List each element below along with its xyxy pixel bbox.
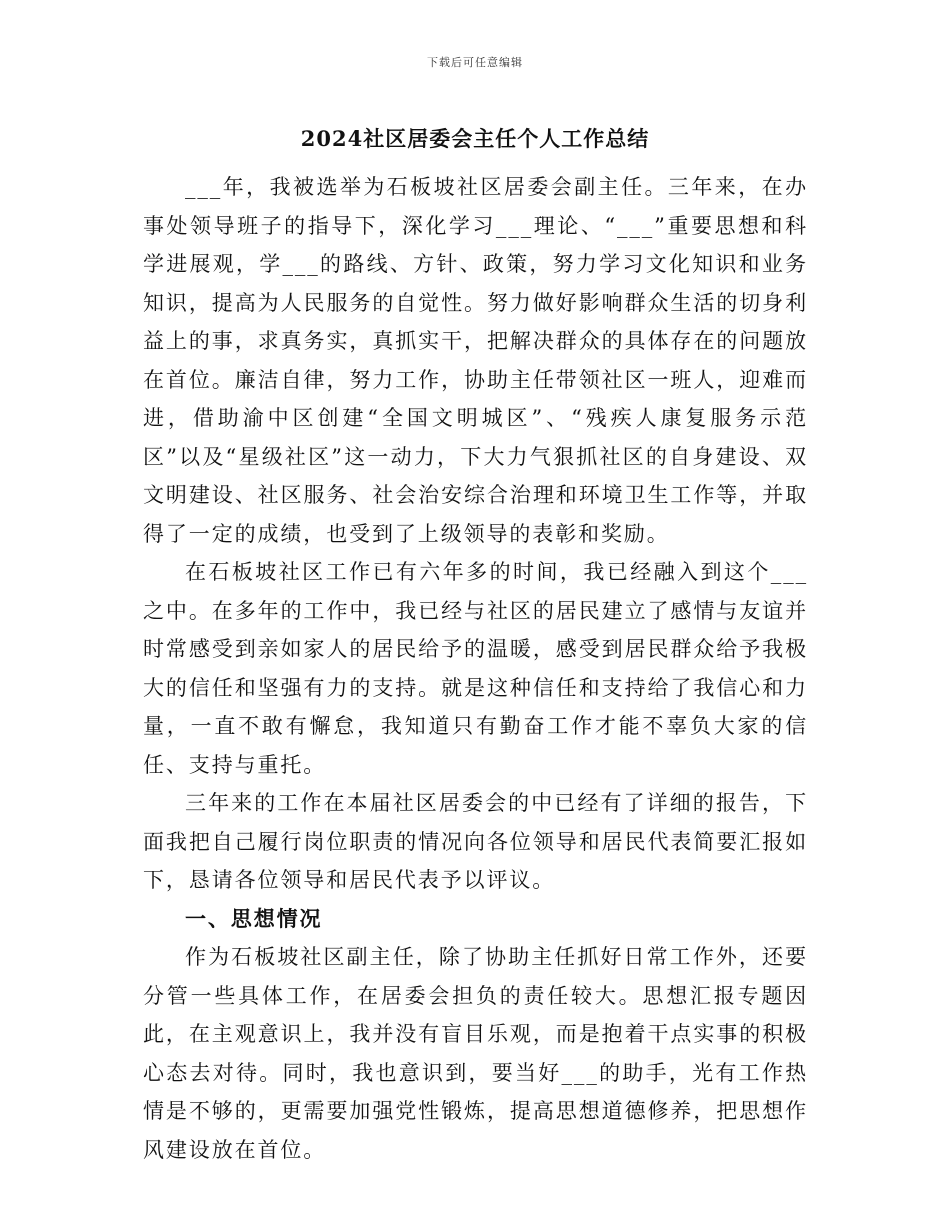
- section-heading-thought: 一、思想情况: [185, 905, 323, 931]
- document-title: 2024社区居委会主任个人工作总结: [300, 126, 650, 151]
- paragraph-intro: ___年，我被选举为石板坡社区居委会副主任。三年来，在办事处领导班子的指导下，深化学习___理论、“___”重要思想和科学进展观，学___的路线、方针、政策，努力学习文化知识和业务知识，提高为人民服务的自觉性。努力做好影响群众生活的切身利益上的事，求真务实，真抓实干，把解决群众的具体存在的问题放在首位。廉洁自律，努力工作，协助主任带领社区一班人，迎难而进，借助渝中区创建“全国文明城区”、“残疾人康复服务示范区”以及“星级社区”这一动力，下大力气狠抓社区的自身建设、双文明建设、社区服务、社会治安综合治理和环境卫生工作等，并取得了一定的成绩，也受到了上级领导的表彰和奖励。: [143, 175, 808, 546]
- paragraph-community-work: 在石板坡社区工作已有六年多的时间，我已经融入到这个___之中。在多年的工作中，我已经与社区的居民建立了感情与友谊并时常感受到亲如家人的居民给予的温暖，感受到居民群众给予我极大的信任和坚强有力的支持。就是这种信任和支持给了我信心和力量，一直不敢有懈怠，我知道只有勤奋工作才能不辜负大家的信任、支持与重托。: [143, 560, 808, 777]
- paragraph-thought: 作为石板坡社区副主任，除了协助主任抓好日常工作外，还要分管一些具体工作，在居委会担负的责任较大。思想汇报专题因此，在主观意识上，我并没有盲目乐观，而是抱着干点实事的积极心态去对待。同时，我也意识到，要当好___的助手，光有工作热情是不够的，更需要加强党性锻炼，提高思想道德修养，把思想作风建设放在首位。: [143, 945, 808, 1162]
- header-note: 下载后可任意编辑: [427, 56, 523, 69]
- document-body: [143, 168, 808, 1169]
- paragraph-report: 三年来的工作在本届社区居委会的中已经有了详细的报告，下面我把自己履行岗位职责的情况向各位领导和居民代表简要汇报如下，恳请各位领导和居民代表予以评议。: [143, 791, 808, 892]
